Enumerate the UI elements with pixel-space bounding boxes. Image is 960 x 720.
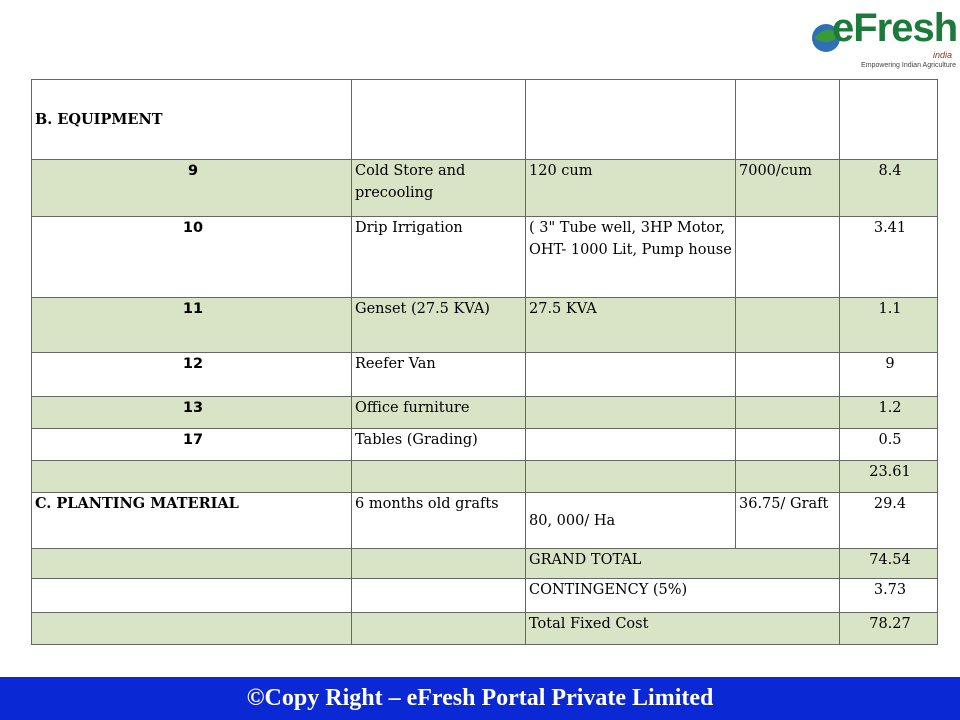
table-row [32, 397, 938, 429]
total-fixed-cost-amount: 78.27 [840, 613, 938, 645]
item-rate [736, 217, 840, 298]
table-cell [32, 613, 352, 645]
table-cell [32, 549, 352, 579]
table-cell [32, 579, 352, 613]
item-number: 13 [32, 397, 352, 429]
table-cell [352, 80, 526, 160]
item-number: 11 [32, 298, 352, 353]
item-number: 12 [32, 353, 352, 397]
table-row [32, 493, 938, 549]
item-rate [736, 397, 840, 429]
table-row [32, 298, 938, 353]
table-cell [352, 613, 526, 645]
table-cell [736, 80, 840, 160]
section-heading-planting-material: C. PLANTING MATERIAL [32, 493, 352, 549]
item-rate: 7000/cum [736, 160, 840, 217]
contingency-amount: 3.73 [840, 579, 938, 613]
item-quantity [526, 397, 736, 429]
efresh-logo [808, 6, 958, 74]
section-heading-equipment: B. EQUIPMENT [32, 80, 352, 160]
item-description: Tables (Grading) [352, 429, 526, 461]
item-rate: 36.75/ Graft [736, 493, 840, 549]
logo-wordmark: eFresh [832, 6, 958, 50]
item-amount: 3.41 [840, 217, 938, 298]
item-amount: 1.2 [840, 397, 938, 429]
table-row [32, 579, 938, 613]
item-number: 17 [32, 429, 352, 461]
item-quantity: 120 cum [526, 160, 736, 217]
logo-region: india [932, 50, 952, 60]
cost-table [31, 79, 938, 645]
grand-total-amount: 74.54 [840, 549, 938, 579]
table-cell [526, 80, 736, 160]
item-amount: 29.4 [840, 493, 938, 549]
item-rate [736, 353, 840, 397]
table-cell [840, 80, 938, 160]
item-number: 10 [32, 217, 352, 298]
table-row [32, 549, 938, 579]
item-quantity: 27.5 KVA [526, 298, 736, 353]
grand-total-label: GRAND TOTAL [526, 549, 840, 579]
table-cell [736, 461, 840, 493]
item-rate [736, 429, 840, 461]
item-description: Genset (27.5 KVA) [352, 298, 526, 353]
item-amount: 1.1 [840, 298, 938, 353]
table-row [32, 160, 938, 217]
logo-tagline: Empowering Indian Agriculture [861, 62, 956, 69]
table-row [32, 217, 938, 298]
table-cell [352, 549, 526, 579]
copyright-footer: ©Copy Right – eFresh Portal Private Limited [0, 677, 960, 720]
table-row [32, 80, 938, 160]
item-quantity [526, 429, 736, 461]
item-description: Drip Irrigation [352, 217, 526, 298]
item-quantity [526, 353, 736, 397]
table-cell [526, 461, 736, 493]
item-description: Reefer Van [352, 353, 526, 397]
equipment-subtotal: 23.61 [840, 461, 938, 493]
table-cell [352, 579, 526, 613]
contingency-label: CONTINGENCY (5%) [526, 579, 840, 613]
item-quantity: 80, 000/ Ha [526, 493, 736, 549]
table-cell [352, 461, 526, 493]
table-row [32, 613, 938, 645]
table-cell [32, 461, 352, 493]
item-description: Cold Store and precooling [352, 160, 526, 217]
item-amount: 0.5 [840, 429, 938, 461]
item-rate [736, 298, 840, 353]
item-description: 6 months old grafts [352, 493, 526, 549]
item-number: 9 [32, 160, 352, 217]
table-row [32, 429, 938, 461]
table-row [32, 461, 938, 493]
item-amount: 8.4 [840, 160, 938, 217]
item-description: Office furniture [352, 397, 526, 429]
table-row [32, 353, 938, 397]
total-fixed-cost-label: Total Fixed Cost [526, 613, 840, 645]
item-quantity: ( 3" Tube well, 3HP Motor, OHT- 1000 Lit, Pump house [526, 217, 736, 298]
item-amount: 9 [840, 353, 938, 397]
